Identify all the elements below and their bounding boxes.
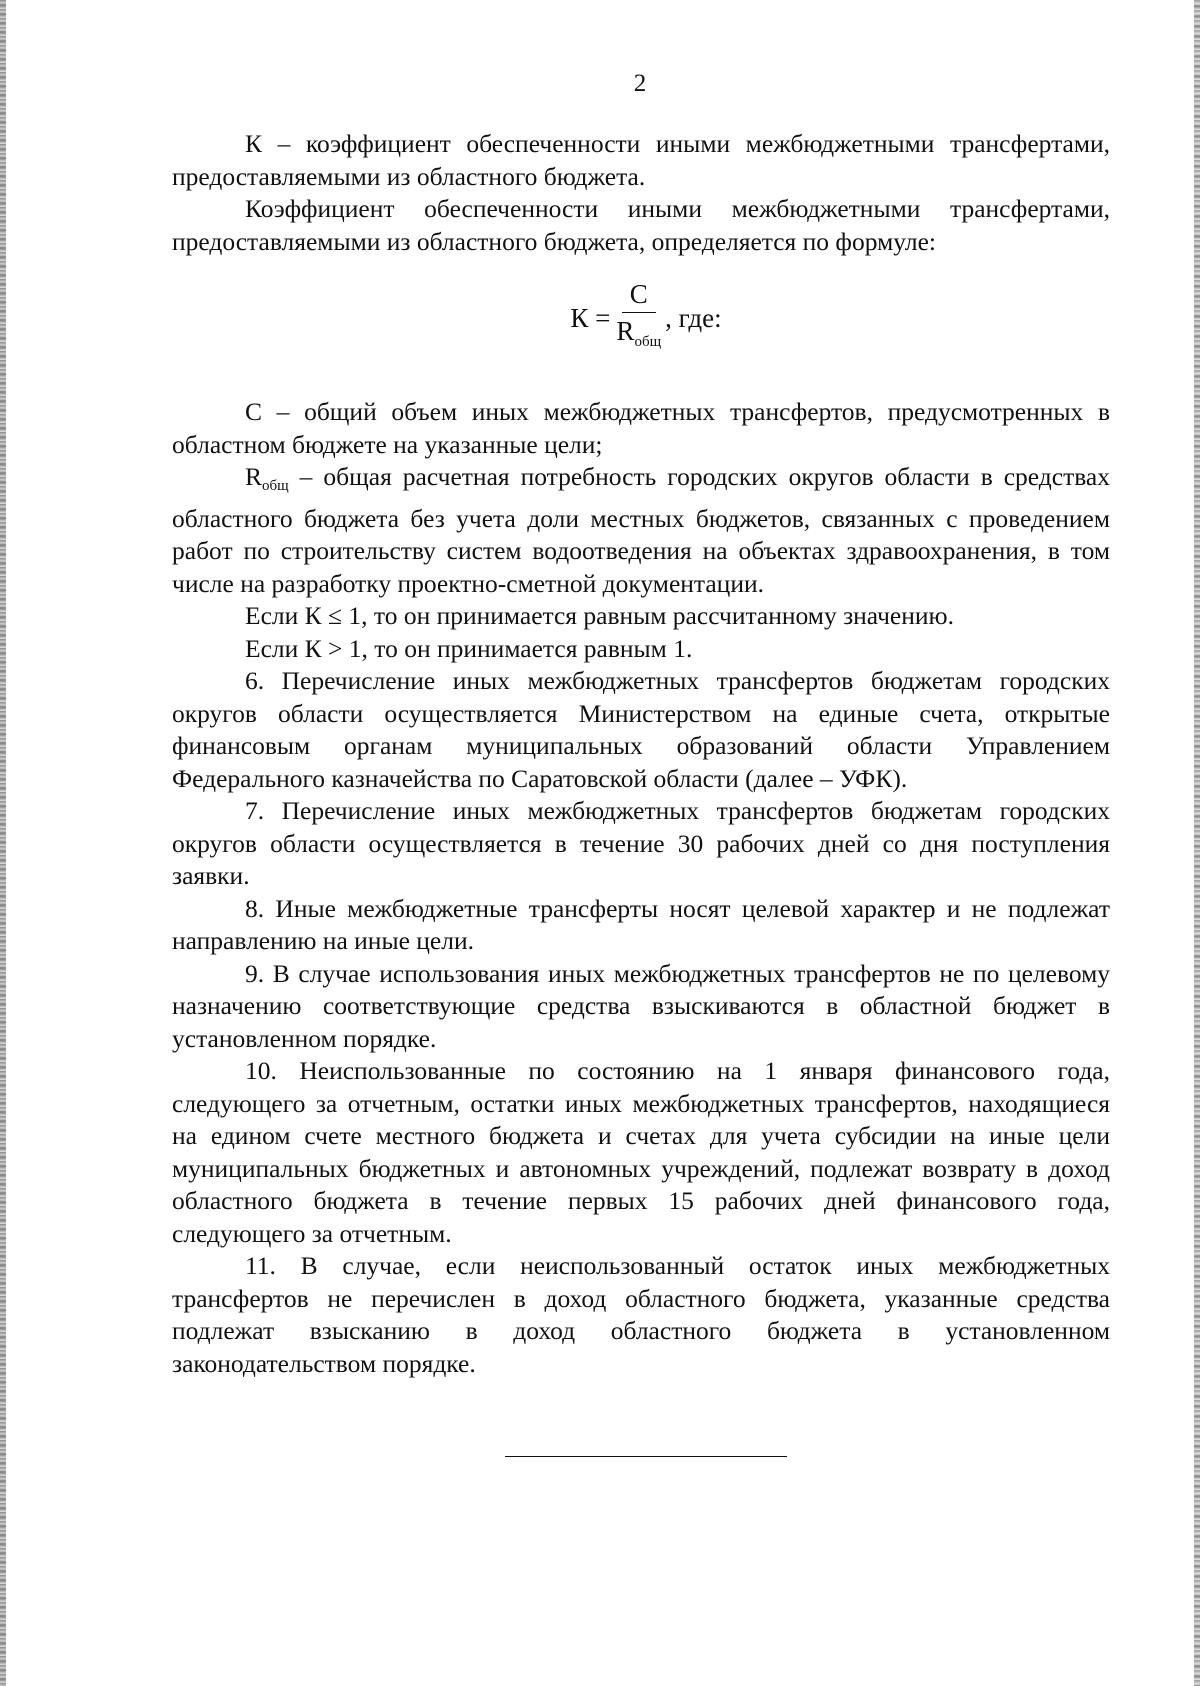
formula-numerator: С [622,277,656,313]
paragraph-k-definition: К – коэффициент обеспеченности иными межбюджетными трансфертами, предоставляемыми из областного бюджета. [172,129,1110,191]
r-symbol [245,462,289,494]
paragraph-item-8: 8. Иные межбюджетные трансферты носят целевой характер и не подлежат направлению на иные цели. [172,893,1110,955]
paragraph-c-definition: С – общий объем иных межбюджетных трансфертов, предусмотренных в областном бюджете на указанные цели; [172,397,1110,459]
paragraph-item-7: 7. Перечисление иных межбюджетных трансфертов бюджетам городских округов области осуществляется в течение 30 рабочих дней со дня поступления заявки. [172,796,1110,890]
formula [570,277,721,359]
paragraph-item-10: 10. Неиспользованные по состоянию на 1 января финансового года, следующего за отчетным, остатки иных межбюджетных трансфертов, находящиеся на едином счете местного бюджета и счетах для учета субсидии на иные цели муниципальных бюджетных и автономных учреждений, подлежат возврату в доход областного бюджета в течение первых 15 рабочих дней финансового года, следующего за отчетным. [172,1056,1110,1248]
formula-suffix: , где: [665,302,722,333]
formula-denominator [616,313,661,359]
formula-denominator-subscript: общ [634,334,662,350]
paragraph-k-formula-intro: Коэффициент обеспеченности иными межбюджетными трансфертами, предоставляемыми из областного бюджета, определяется по формуле: [172,194,1110,256]
end-of-document-rule [505,1456,787,1457]
formula-denominator-base: R [616,316,635,346]
paragraph-item-11: 11. В случае, если неиспользованный остаток иных межбюджетных трансфертов не перечислен в доход областного бюджета, указанные средства подлежат взысканию в доход областного бюджета в установленном законодательством порядке. [172,1251,1110,1378]
paragraph-item-6: 6. Перечисление иных межбюджетных трансфертов бюджетам городских округов области осуществляется Министерством на единые счета, открытые финансовым органам муниципальных образований области Управлением Федерального казначейства по Саратовской области (далее – УФК). [172,666,1110,793]
paragraph-item-9: 9. В случае использования иных межбюджетных трансфертов не по целевому назначению соответствующие средства взыскиваются в областной бюджет в установленном порядке. [172,958,1110,1053]
r-definition-text: – общая расчетная потребность городских округов области в средствах областного бюджета без учета доли местных бюджетов, связанных с проведением работ по строительству систем водоотведения на объектах здравоохранения, в том числе на разработку проектно-сметной документации. [172,462,1110,598]
paragraph-k-gt-1: Если К > 1, то он принимается равным 1. [245,633,693,663]
r-symbol-base: R [245,462,263,491]
document-body [172,128,1110,1380]
spacer [172,378,1110,396]
formula-lhs: К = [570,302,611,333]
paragraph-k-le-1: Если К ≤ 1, то он принимается равным рассчитанному значению. [245,601,954,630]
formula-block [172,258,1110,378]
page-number: 2 [633,70,647,97]
r-symbol-subscript: общ [262,478,289,494]
scan-edge-right [1194,0,1200,1686]
paragraph-r-definition [172,461,1110,600]
formula-fraction [616,277,661,359]
scan-edge-left [0,0,6,1686]
